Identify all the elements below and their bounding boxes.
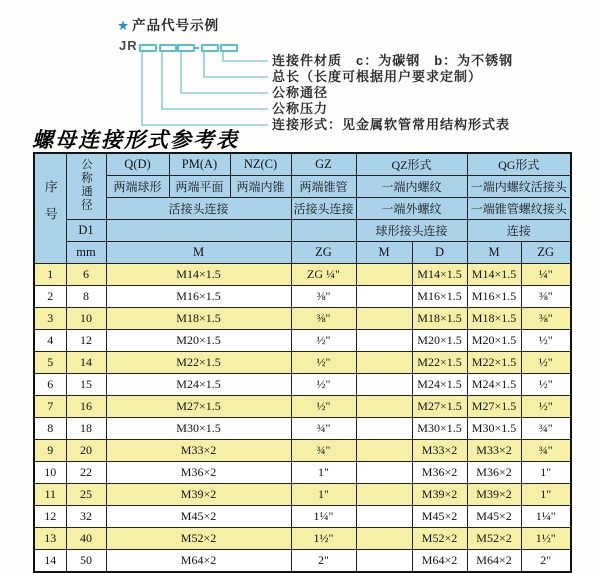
table-row xyxy=(34,308,571,330)
cell-qz-m xyxy=(356,462,412,484)
cell-zg: 1¼" xyxy=(291,506,356,528)
cell-zg: 1½" xyxy=(291,528,356,550)
cell-dn: 6 xyxy=(66,264,106,286)
header-qg-conn: 连接 xyxy=(467,220,571,242)
cell-m: M20×1.5 xyxy=(106,330,291,352)
cell-qg-m: M39×2 xyxy=(467,484,521,506)
table-row xyxy=(34,286,571,308)
header-qz-conn: 球形接头连接 xyxy=(356,220,467,242)
cell-qg-zg: ½" xyxy=(521,396,571,418)
header-pm-sub: 两端平面 xyxy=(169,176,230,198)
diagram-title-text: 产品代号示例 xyxy=(132,18,220,33)
cell-qg-m: M22×1.5 xyxy=(467,352,521,374)
cell-qg-zg: ⅜" xyxy=(521,308,571,330)
cell-no: 1 xyxy=(34,264,66,286)
table-row xyxy=(34,352,571,374)
table-title: 螺母连接形式参考表 xyxy=(32,128,239,152)
cell-dn: 50 xyxy=(66,550,106,573)
cell-qg-zg: 2" xyxy=(521,550,571,573)
table-row xyxy=(34,374,571,396)
cell-qz-d: M33×2 xyxy=(412,440,467,462)
header-mm: mm xyxy=(66,242,106,264)
cell-qg-m: M20×1.5 xyxy=(467,330,521,352)
cell-qz-m xyxy=(356,484,412,506)
cell-zg: ⅜" xyxy=(291,308,356,330)
cell-qz-m xyxy=(356,396,412,418)
cell-qg-m: M16×1.5 xyxy=(467,286,521,308)
cell-m: M36×2 xyxy=(106,462,291,484)
cell-dn: 20 xyxy=(66,440,106,462)
cell-qg-zg: ½" xyxy=(521,374,571,396)
cell-qg-m: M64×2 xyxy=(467,550,521,573)
cell-dn: 10 xyxy=(66,308,106,330)
cell-qz-m xyxy=(356,330,412,352)
cell-dn: 16 xyxy=(66,396,106,418)
label-material: 连接件材质 c：为碳钢 b：为不锈钢 xyxy=(272,53,514,68)
cell-qg-zg: ½" xyxy=(521,330,571,352)
cell-m: M14×1.5 xyxy=(106,264,291,286)
cell-zg: ½" xyxy=(291,330,356,352)
header-zg: ZG xyxy=(291,242,356,264)
cell-qg-m: M30×1.5 xyxy=(467,418,521,440)
cell-qz-d: M64×2 xyxy=(412,550,467,573)
cell-qz-m xyxy=(356,374,412,396)
code-prefix: JR xyxy=(119,38,138,53)
cell-no: 10 xyxy=(34,462,66,484)
cell-qg-m: M18×1.5 xyxy=(467,308,521,330)
header-gz-sub: 两端锥管 xyxy=(291,176,356,198)
table-row xyxy=(34,550,571,573)
cell-m: M16×1.5 xyxy=(106,286,291,308)
cell-qz-m xyxy=(356,352,412,374)
cell-m: M52×2 xyxy=(106,528,291,550)
cell-qg-m: M52×2 xyxy=(467,528,521,550)
cell-qz-d: M39×2 xyxy=(412,484,467,506)
cell-qg-zg: ⅜" xyxy=(521,286,571,308)
header-dn: 公称通径 xyxy=(66,153,106,220)
cell-qz-d: M52×2 xyxy=(412,528,467,550)
nut-connection-table xyxy=(33,152,572,573)
cell-no: 5 xyxy=(34,352,66,374)
cell-no: 11 xyxy=(34,484,66,506)
cell-zg: ½" xyxy=(291,352,356,374)
cell-qg-m: M33×2 xyxy=(467,440,521,462)
table-row xyxy=(34,330,571,352)
header-qz-sub2: 一端外螺纹 xyxy=(356,198,467,220)
cell-qz-m xyxy=(356,440,412,462)
header-blank-gz xyxy=(291,220,356,242)
cell-no: 8 xyxy=(34,418,66,440)
cell-m: M33×2 xyxy=(106,440,291,462)
header-qg-sub1: 一端内螺纹活接头 xyxy=(467,176,571,198)
cell-no: 13 xyxy=(34,528,66,550)
table-row xyxy=(34,484,571,506)
cell-qz-d: M36×2 xyxy=(412,462,467,484)
cell-m: M24×1.5 xyxy=(106,374,291,396)
cell-no: 6 xyxy=(34,374,66,396)
header-pm: PM(A) xyxy=(169,153,230,176)
cell-qz-d: M18×1.5 xyxy=(412,308,467,330)
table-body xyxy=(34,264,571,573)
cell-dn: 25 xyxy=(66,484,106,506)
star-icon: ★ xyxy=(117,18,131,33)
cell-qg-m: M36×2 xyxy=(467,462,521,484)
header-qg: QG形式 xyxy=(467,153,571,176)
cell-zg: ¾" xyxy=(291,440,356,462)
header-qg-m: M xyxy=(467,242,521,264)
cell-qz-m xyxy=(356,528,412,550)
cell-dn: 40 xyxy=(66,528,106,550)
table-row xyxy=(34,462,571,484)
cell-dn: 12 xyxy=(66,330,106,352)
cell-qg-zg: 1" xyxy=(521,462,571,484)
cell-m: M64×2 xyxy=(106,550,291,573)
cell-no: 7 xyxy=(34,396,66,418)
cell-qz-d: M22×1.5 xyxy=(412,352,467,374)
cell-dn: 22 xyxy=(66,462,106,484)
label-pressure: 公称压力 xyxy=(272,101,329,116)
header-nz: NZ(C) xyxy=(230,153,291,176)
cell-qg-m: M27×1.5 xyxy=(467,396,521,418)
header-qg-sub2: 一端锥管螺纹接头 xyxy=(467,198,571,220)
cell-no: 12 xyxy=(34,506,66,528)
header-blank-union xyxy=(106,220,291,242)
cell-zg: ¾" xyxy=(291,418,356,440)
cell-m: M30×1.5 xyxy=(106,418,291,440)
cell-no: 3 xyxy=(34,308,66,330)
cell-qz-m xyxy=(356,550,412,573)
table-row xyxy=(34,396,571,418)
header-qz: QZ形式 xyxy=(356,153,467,176)
header-m: M xyxy=(106,242,291,264)
cell-qz-d: M45×2 xyxy=(412,506,467,528)
cell-zg: 2" xyxy=(291,550,356,573)
cell-no: 14 xyxy=(34,550,66,573)
label-diameter: 公称通径 xyxy=(272,85,329,100)
header-nz-sub: 两端内锥 xyxy=(230,176,291,198)
cell-qz-m xyxy=(356,264,412,286)
header-qz-d: D xyxy=(412,242,467,264)
cell-qg-zg: ¾" xyxy=(521,440,571,462)
cell-qg-m: M14×1.5 xyxy=(467,264,521,286)
cell-zg: 1" xyxy=(291,484,356,506)
cell-qz-m xyxy=(356,418,412,440)
cell-qg-zg: 1½" xyxy=(521,528,571,550)
cell-qz-d: M14×1.5 xyxy=(412,264,467,286)
cell-qz-d: M24×1.5 xyxy=(412,374,467,396)
label-connection: 连接形式：见金属软管常用结构形式表 xyxy=(272,117,511,132)
leader-line-material xyxy=(223,52,268,61)
cell-qz-m xyxy=(356,286,412,308)
cell-qg-m: M24×1.5 xyxy=(467,374,521,396)
cell-zg: 1" xyxy=(291,462,356,484)
cell-qz-m xyxy=(356,308,412,330)
cell-qg-m: M45×2 xyxy=(467,506,521,528)
cell-qz-d: M20×1.5 xyxy=(412,330,467,352)
cell-zg: ZG ¼" xyxy=(291,264,356,286)
cell-qg-zg: ¾" xyxy=(521,418,571,440)
cell-m: M27×1.5 xyxy=(106,396,291,418)
header-seq: 序号 xyxy=(34,153,66,264)
header-union-conn: 活接头连接 xyxy=(106,198,291,220)
cell-m: M45×2 xyxy=(106,506,291,528)
header-qz-sub1: 一端内螺纹 xyxy=(356,176,467,198)
cell-qg-zg: ½" xyxy=(521,352,571,374)
cell-qz-d: M27×1.5 xyxy=(412,396,467,418)
cell-dn: 32 xyxy=(66,506,106,528)
cell-zg: ½" xyxy=(291,374,356,396)
cell-qg-zg: 1¼" xyxy=(521,506,571,528)
table-row xyxy=(34,506,571,528)
cell-m: M22×1.5 xyxy=(106,352,291,374)
leader-line-length xyxy=(204,52,268,77)
cell-no: 4 xyxy=(34,330,66,352)
cell-dn: 14 xyxy=(66,352,106,374)
cell-qz-d: M16×1.5 xyxy=(412,286,467,308)
cell-dn: 8 xyxy=(66,286,106,308)
table-row xyxy=(34,528,571,550)
leader-line-connection xyxy=(142,52,268,125)
cell-zg: ½" xyxy=(291,396,356,418)
cell-no: 2 xyxy=(34,286,66,308)
cell-m: M39×2 xyxy=(106,484,291,506)
cell-dn: 18 xyxy=(66,418,106,440)
header-qz-m: M xyxy=(356,242,412,264)
cell-m: M18×1.5 xyxy=(106,308,291,330)
header-qg-zg: ZG xyxy=(521,242,571,264)
leader-line-diameter xyxy=(181,52,268,93)
header-q-sub: 两端球形 xyxy=(106,176,169,198)
table-header xyxy=(34,153,571,264)
table-row xyxy=(34,418,571,440)
table-row xyxy=(34,264,571,286)
table-row xyxy=(34,440,571,462)
header-d1: D1 xyxy=(66,220,106,242)
cell-no: 9 xyxy=(34,440,66,462)
header-q: Q(D) xyxy=(106,153,169,176)
header-gz-conn: 活接头连接 xyxy=(291,198,356,220)
header-gz: GZ xyxy=(291,153,356,176)
cell-qg-zg: ¼" xyxy=(521,264,571,286)
label-length: 总长（长度可根据用户要求定制） xyxy=(272,69,483,84)
cell-qz-m xyxy=(356,506,412,528)
cell-zg: ⅜" xyxy=(291,286,356,308)
cell-dn: 15 xyxy=(66,374,106,396)
cell-qz-d: M30×1.5 xyxy=(412,418,467,440)
cell-qg-zg: 1" xyxy=(521,484,571,506)
